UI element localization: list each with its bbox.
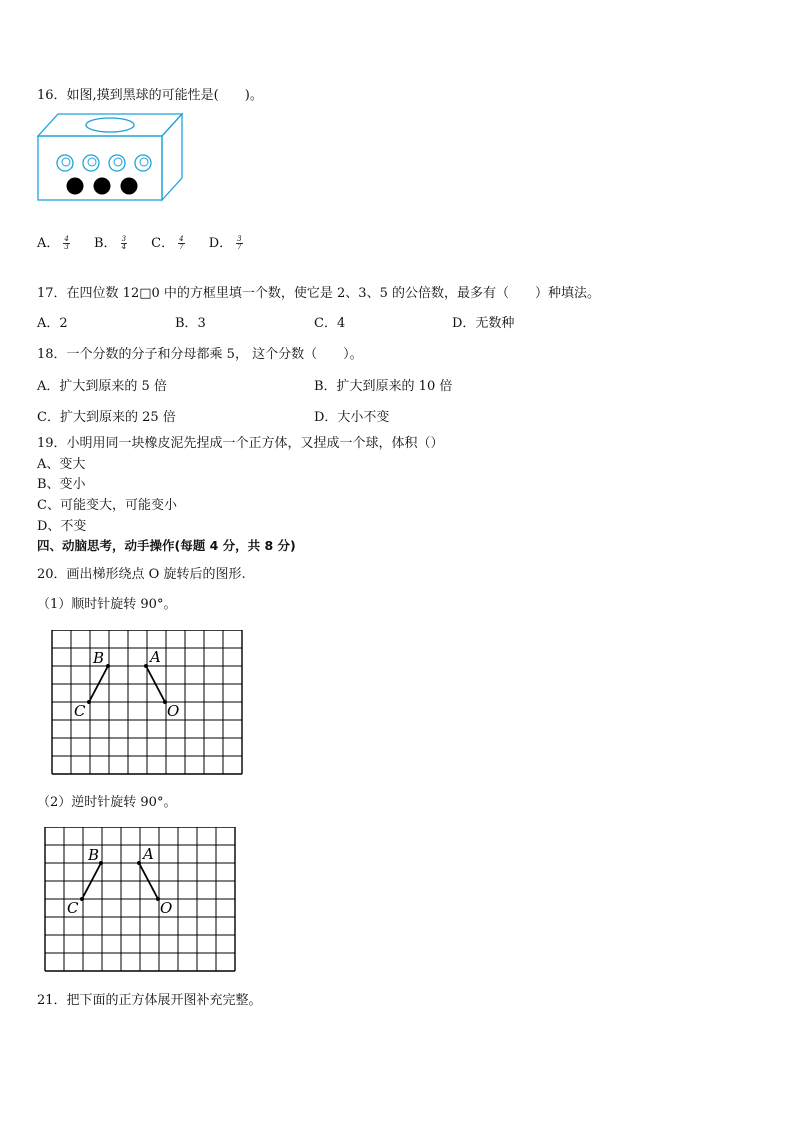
q16-option-b[interactable] bbox=[94, 232, 127, 251]
q18-option-c[interactable]: C．扩大到原来的 25 倍 bbox=[37, 410, 176, 425]
black-ball bbox=[121, 178, 138, 195]
option-label: C． bbox=[151, 236, 175, 251]
label-o: O bbox=[167, 702, 180, 720]
ball-box-figure bbox=[36, 112, 186, 204]
black-ball bbox=[67, 178, 84, 195]
white-ball bbox=[57, 155, 73, 171]
fraction bbox=[63, 236, 69, 251]
q17-option-a[interactable]: A．2 bbox=[37, 316, 68, 331]
q18-stem: 18．一个分数的分子和分母都乘 5， 这个分数（ ）。 bbox=[37, 347, 363, 362]
q18-option-a[interactable]: A．扩大到原来的 5 倍 bbox=[37, 379, 167, 394]
q19-stem: 19．小明用同一块橡皮泥先捏成一个正方体，又捏成一个球，体积（） bbox=[37, 436, 444, 451]
q20-part2-label: （2）逆时针旋转 90°。 bbox=[37, 795, 177, 810]
rotation-grid-2 bbox=[44, 827, 238, 972]
denominator: 3 bbox=[64, 243, 69, 251]
section-heading: 四、动脑思考，动手操作(每题 4 分，共 8 分) bbox=[37, 538, 296, 553]
q16-option-a[interactable] bbox=[37, 232, 70, 251]
denominator: 7 bbox=[237, 243, 242, 251]
label-c: C bbox=[67, 899, 79, 917]
fraction bbox=[236, 236, 242, 251]
q19-option-d[interactable]: D、不变 bbox=[37, 519, 87, 534]
white-ball bbox=[83, 155, 99, 171]
label-a: A bbox=[150, 648, 161, 666]
numerator: 4 bbox=[179, 235, 184, 243]
label-o: O bbox=[160, 899, 173, 917]
q16-option-d[interactable] bbox=[209, 232, 243, 251]
numerator: 4 bbox=[64, 235, 69, 243]
point-b bbox=[106, 664, 110, 668]
label-c: C bbox=[74, 702, 86, 720]
label-b: B bbox=[93, 649, 105, 667]
q20-part1-label: （1）顺时针旋转 90°。 bbox=[37, 597, 177, 612]
numerator: 3 bbox=[237, 235, 242, 243]
box-top-face bbox=[38, 114, 182, 136]
label-a: A bbox=[143, 845, 154, 863]
q16-stem: 16．如图,摸到黑球的可能性是( )。 bbox=[37, 88, 263, 103]
q17-stem: 17．在四位数 12□0 中的方框里填一个数，使它是 2、3、5 的公倍数，最多有（ ）种填法。 bbox=[37, 286, 600, 301]
option-label: D． bbox=[208, 236, 233, 251]
fraction bbox=[178, 236, 184, 251]
q21-stem: 21．把下面的正方体展开图补充完整。 bbox=[37, 993, 262, 1008]
point-c bbox=[80, 897, 84, 901]
white-ball bbox=[135, 155, 151, 171]
denominator: 7 bbox=[179, 243, 184, 251]
q17-option-c[interactable]: C．4 bbox=[314, 316, 346, 331]
fraction bbox=[121, 236, 127, 251]
q19-option-c[interactable]: C、可能变大，可能变小 bbox=[37, 498, 177, 513]
denominator: 4 bbox=[121, 243, 127, 251]
q18-option-b[interactable]: B．扩大到原来的 10 倍 bbox=[314, 379, 453, 394]
black-ball bbox=[94, 178, 111, 195]
numerator: 3 bbox=[121, 235, 127, 243]
q20-stem: 20．画出梯形绕点 O 旋转后的图形. bbox=[37, 567, 246, 582]
white-ball bbox=[109, 155, 125, 171]
point-a bbox=[144, 664, 148, 668]
q18-option-d[interactable]: D．大小不变 bbox=[314, 410, 390, 425]
box-side-face bbox=[162, 114, 182, 200]
q19-option-b[interactable]: B、变小 bbox=[37, 477, 86, 492]
q16-options bbox=[37, 232, 263, 251]
option-label: B． bbox=[94, 236, 117, 251]
rotation-grid-1 bbox=[51, 630, 245, 775]
q17-option-d[interactable]: D．无数种 bbox=[452, 316, 515, 331]
option-label: A． bbox=[37, 236, 60, 251]
point-a bbox=[137, 861, 141, 865]
q17-option-b[interactable]: B．3 bbox=[175, 316, 206, 331]
q16-option-c[interactable] bbox=[151, 232, 184, 251]
q19-option-a[interactable]: A、变大 bbox=[37, 457, 86, 472]
label-b: B bbox=[88, 846, 100, 864]
point-b bbox=[99, 861, 103, 865]
box-opening bbox=[86, 118, 134, 132]
point-c bbox=[87, 700, 91, 704]
